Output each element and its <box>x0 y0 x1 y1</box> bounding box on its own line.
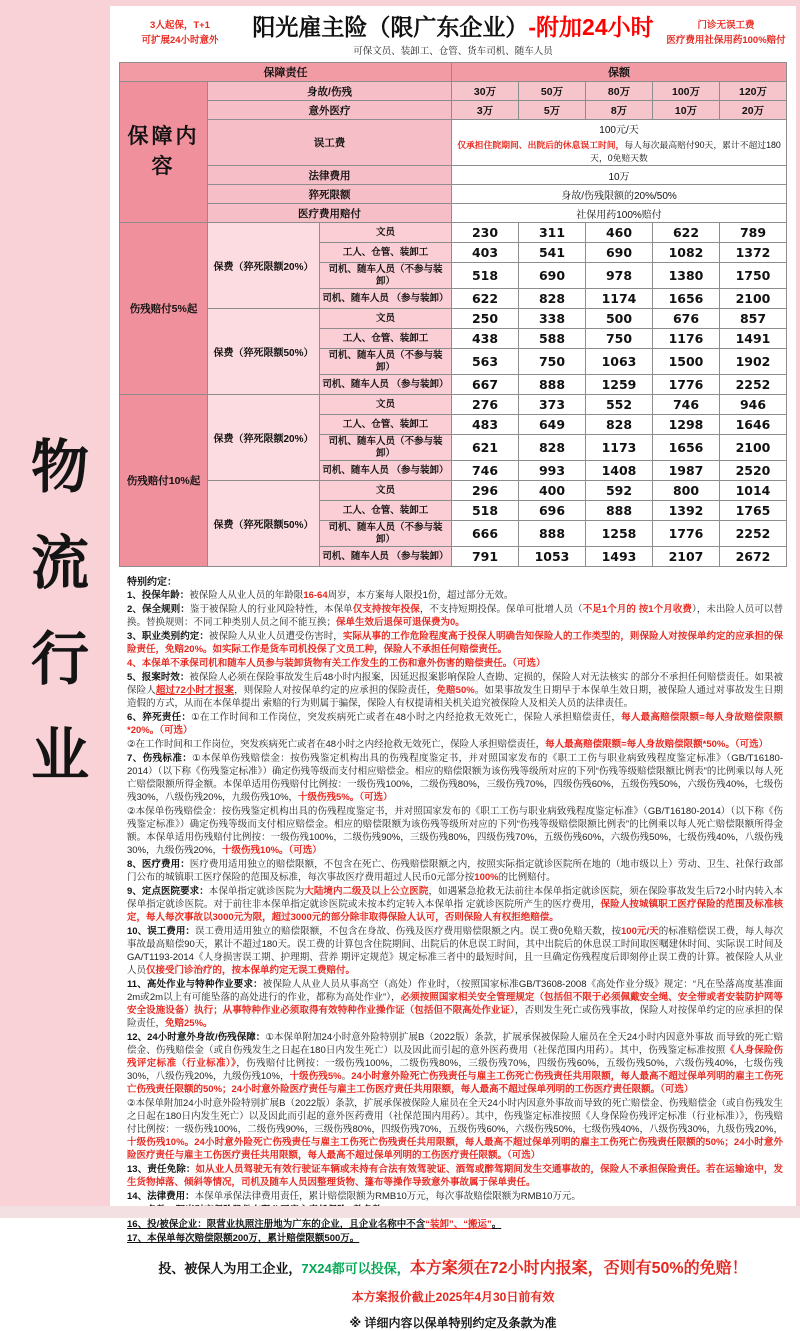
coverage-row-label: 猝死限额 <box>208 185 452 204</box>
provision-item: 3、职业类别约定：被保险人从业人员遭受伤害时，实际从事的工作危险程度高于投保人明确告知保险人的工作类型的，则保险人对按保单约定的应承担的保险责任，免赔20%。如实际工作是货车司机投保了文员工种，保险人不承担任何赔偿责任。 <box>127 631 783 655</box>
premium-value: 1493 <box>586 547 653 567</box>
premium-value: 1392 <box>653 501 720 521</box>
sum-option: 8万 <box>586 101 653 120</box>
premium-group-label: 保费（猝死限额50%） <box>208 309 320 395</box>
premium-value: 828 <box>586 415 653 435</box>
provision-item: ②本保单伤残赔偿金：按伤残鉴定机构出具的伤残程度鉴定书，并对照国家发布的《职工工伤与职业病致残程度鉴定标准》（GB/T16180-2014）（以下称《伤残鉴定标准》）确定伤残等级而支付相应赔偿金。相应的赔偿限额为该伤残等级所对应的下列“伤残等级赔偿限额比例表”的比例乘以每人死亡赔偿限额所得金额。本保单适用伤残赔付比例按：一级伤残100%，二级伤残90%，三级伤残80%，四级伤残70%，五级伤残60%，六级伤残50%，七级伤残40%，八级伤残30%，九级伤残20%，十级伤残10%。（可选） <box>127 806 783 856</box>
premium-value: 622 <box>452 289 519 309</box>
job-category-label: 司机、随车人员 （参与装卸） <box>320 461 452 481</box>
premium-value: 888 <box>586 501 653 521</box>
job-category-label: 司机、随车人员（不参与装卸） <box>320 435 452 461</box>
coverage-row-label: 身故/伤残 <box>208 82 452 101</box>
job-category-label: 工人、仓管、装卸工 <box>320 243 452 263</box>
premium-value: 2100 <box>720 435 787 461</box>
premium-value: 592 <box>586 481 653 501</box>
job-category-label: 司机、随车人员 （参与装卸） <box>320 375 452 395</box>
premium-value: 1014 <box>720 481 787 501</box>
provision-item: 11、高处作业与特种作业要求：被保险人从业人员从事高空（高处）作业时，（按照国家标准GB/T3608-2008《高处作业分级》规定：“凡在坠落高度基准面2m或2m以上有可能坠落的高处进行的作业，都称为高处作业”），必须按照国家相关安全管理规定（包括但不限于必须佩戴安全绳、安全带或者安装防护网等安全设施设备）执行；从事特种作业必须取得有效特种作业操作证（包括但不限高处作业证），否则发生死亡或伤残事故，保险人对按保单约定的应承担的保险责任，免赔25%。 <box>127 979 784 1029</box>
provision-item: 12、24小时意外身故/伤残保障：①本保单附加24小时意外险特别扩展B（2022版）条款，扩展承保被保险人雇员在全天24小时内因意外事故 而导致的死亡赔偿金、伤残赔偿金（或自伤残发生之日起在180日内发生死亡）以及因此而引起的意外医药费用（社保范围内用药）。其中，伤残鉴定标准按照《人身保险伤残评定标准（行业标准）》，伤残赔付比例按：一级伤残100%，二级伤残80%，三级伤残70%，四级伤残60%，五级伤残50%，六级伤残40%，七级伤残30%，八级伤残20%，九级伤残10%，十级伤残5%。24小时意外险死亡伤残责任与雇主工伤死亡伤残责任共用限额，每人最高不超过保单列明的雇主工伤死亡伤残责任限额的50%；24小时意外险医疗责任与雇主工伤医疗责任共用限额，每人最高不超过保单列明的工伤医疗责任限额。（可选） <box>127 1032 784 1095</box>
disability-threshold-label: 伤残赔付5%起 <box>120 223 208 395</box>
premium-value: 541 <box>519 243 586 263</box>
job-category-label: 司机、随车人员（不参与装卸） <box>320 521 452 547</box>
coverage-premium-table <box>119 62 787 567</box>
job-category-label: 文员 <box>320 395 452 415</box>
premium-value: 518 <box>452 263 519 289</box>
sum-option: 3万 <box>452 101 519 120</box>
premium-value: 946 <box>720 395 787 415</box>
premium-value: 1987 <box>653 461 720 481</box>
premium-value: 746 <box>653 395 720 415</box>
premium-value: 400 <box>519 481 586 501</box>
premium-value: 1646 <box>720 415 787 435</box>
premium-value: 230 <box>452 223 519 243</box>
no-worktime-fee-note: 门诊无误工费 <box>697 20 755 31</box>
provision-item: 16、投/被保企业：限营业执照注册地为广东的企业，且企业名称中不含“装卸”、“搬运”。 <box>127 1219 502 1230</box>
premium-value: 2252 <box>720 375 787 395</box>
special-provisions <box>127 573 783 1245</box>
footer-line-1: 投、被保人为用工企业，7X24都可以投保，本方案须在72小时内报案，否则有50%的免赔！ <box>158 1260 748 1277</box>
sum-option: 5万 <box>519 101 586 120</box>
coverage-row-value: 10万 <box>452 166 787 185</box>
premium-value: 1063 <box>586 349 653 375</box>
premium-group-label: 保费（猝死限额50%） <box>208 481 320 567</box>
provision-item: 6、猝死责任：①在工作时间和工作岗位，突发疾病死亡或者在48小时之内经抢救无效死亡，保险人承担赔偿责任，每人最高赔偿限额=每人身故赔偿限额*20%。（可选） <box>127 712 783 736</box>
page-subtitle: 可保文员、装卸工、仓管、货车司机、随车人员 <box>353 46 553 57</box>
provision-item: 13、责任免除：如从业人员驾驶无有效行驶证车辆或未持有合法有效驾驶证、酒驾或醉驾期间发生交通事故的，保险人不承担保险责任。若在运输途中，发生货物掉落、倾斜等情况，司机及随车人员因整理货物、篷布等操作导致意外事故属于保单责任。 <box>127 1164 783 1188</box>
premium-value: 373 <box>519 395 586 415</box>
coverage-row-value: 身故/伤残限额的20%/50% <box>452 185 787 204</box>
premium-value: 828 <box>519 435 586 461</box>
premium-value: 676 <box>653 309 720 329</box>
job-category-label: 司机、随车人员（不参与装卸） <box>320 349 452 375</box>
premium-value: 338 <box>519 309 586 329</box>
coverage-row-label: 医疗费用赔付 <box>208 204 452 223</box>
premium-value: 311 <box>519 223 586 243</box>
sum-insured-header: 保额 <box>452 63 787 82</box>
coverage-row-label: 误工费 <box>208 120 452 166</box>
premium-value: 1776 <box>653 375 720 395</box>
content-card <box>110 6 796 1330</box>
premium-value: 1380 <box>653 263 720 289</box>
sum-option: 80万 <box>586 82 653 101</box>
job-category-label: 工人、仓管、装卸工 <box>320 415 452 435</box>
premium-value: 789 <box>720 223 787 243</box>
title-addon-red: -附加24小时 <box>528 14 654 40</box>
premium-value: 483 <box>452 415 519 435</box>
premium-value: 1902 <box>720 349 787 375</box>
provision-item: 2、保全规则：鉴于被保险人的行业风险特性，本保单仅支持按年投保，不支持短期投保。保单可批增人员（不足1个月的 按1个月收费），未出险人员可以替换。替换规则：不同工种类别人员之间不能互换；保单生效后退保可退保费为0。 <box>127 604 783 628</box>
premium-value: 552 <box>586 395 653 415</box>
provision-item: 4、本保单不承保司机和随车人员参与装卸货物有关工作发生的工伤和意外伤害的赔偿责任。（可选） <box>127 658 546 669</box>
premium-value: 1372 <box>720 243 787 263</box>
premium-group-label: 保费（猝死限额20%） <box>208 395 320 481</box>
footer-line-2: 本方案报价截止2025年4月30日前有效 <box>351 1290 555 1304</box>
premium-value: 696 <box>519 501 586 521</box>
premium-value: 2107 <box>653 547 720 567</box>
premium-value: 518 <box>452 501 519 521</box>
premium-value: 1765 <box>720 501 787 521</box>
premium-value: 1776 <box>653 521 720 547</box>
provision-item: ②在工作时间和工作岗位，突发疾病死亡或者在48小时之内经抢救无效死亡，保险人承担赔偿责任，每人最高赔偿限额=每人身故赔偿限额*50%。（可选） <box>127 739 769 750</box>
premium-value: 666 <box>452 521 519 547</box>
sum-option: 50万 <box>519 82 586 101</box>
premium-value: 888 <box>519 521 586 547</box>
provision-item: 10、误工费用：误工费用适用独立的赔偿限额，不包含在身故、伤残及医疗费用赔偿限额之内。误工费0免赔天数，按100元/天的标准赔偿误工费，每人每次事故最高赔偿90天，累计不超过180天。误工费的计算包含住院期间、出院后的休息误工时间，其中出院后的休息误工时间取医嘱建休时间、实际误工时间及GA/T1193-2014《人身损害误工期、护理期、营养 期评定规范》规定标准三者中的最短时间，且一旦确定伤残程度后即刻停止误工费的计算。被保险人从业人员仅接受门诊治疗的，按本保单约定无误工费赔付。 <box>127 926 783 976</box>
premium-value: 2100 <box>720 289 787 309</box>
job-category-label: 司机、随车人员 （参与装卸） <box>320 547 452 567</box>
sum-option: 120万 <box>720 82 787 101</box>
premium-value: 500 <box>586 309 653 329</box>
bottom-strip <box>0 1206 800 1218</box>
provision-item: 9、定点医院要求：本保单指定就诊医院为大陆境内二级及以上公立医院，如遇紧急抢救无法前往本保单指定就诊医院，须在保险事故发生后72小时内转入本保单指定就诊医院。对于前往非本保单指定就诊医院或未按本约定转入本保单指 定就诊医院所产生的医疗费用，保险人按城镇职工医疗保险的范围及标准核定，每人每次事故以3000元为限，超过3000元的部分除非取得保险人认可，否则保险人有权拒绝赔偿。 <box>127 886 783 923</box>
provisions-title: 特别约定： <box>127 577 177 588</box>
premium-value: 800 <box>653 481 720 501</box>
provision-item: 14、法律费用：本保单承保法律费用责任，累计赔偿限额为RMB10万元，每次事故赔偿限额为RMB10万元。 <box>127 1191 581 1202</box>
premium-value: 621 <box>452 435 519 461</box>
job-category-label: 工人、仓管、装卸工 <box>320 329 452 349</box>
footer-notes <box>110 1259 796 1331</box>
provision-item: 8、医疗费用：医疗费用适用独立的赔偿限额，不包含在死亡、伤残赔偿限额之内，按照实际指定就诊医院所在地的（地市级以上）劳动、卫生、社保行政部门公布的城镇职工医疗保险的范围及标准，每次事故医疗费用超过人民币0元部分按100%的比例赔付。 <box>127 859 783 883</box>
sum-option: 20万 <box>720 101 787 120</box>
premium-value: 690 <box>519 263 586 289</box>
disability-threshold-label: 伤残赔付10%起 <box>120 395 208 567</box>
sum-option: 100万 <box>653 82 720 101</box>
premium-value: 250 <box>452 309 519 329</box>
premium-value: 622 <box>653 223 720 243</box>
provision-item: 1、投保年龄：被保险人从业人员的年龄限16-64周岁，本方案每人限投1份，超过部分无效。 <box>127 590 514 601</box>
premium-value: 1174 <box>586 289 653 309</box>
premium-value: 1053 <box>519 547 586 567</box>
premium-value: 978 <box>586 263 653 289</box>
premium-value: 2252 <box>720 521 787 547</box>
premium-value: 993 <box>519 461 586 481</box>
premium-value: 828 <box>519 289 586 309</box>
header-right-notes <box>662 14 790 48</box>
coverage-content-label: 保障内容 <box>120 82 208 223</box>
premium-value: 791 <box>452 547 519 567</box>
job-category-label: 司机、随车人员（不参与装卸） <box>320 263 452 289</box>
footer-line-3: ※ 详细内容以保单特别约定及条款为准 <box>349 1316 557 1330</box>
premium-value: 750 <box>519 349 586 375</box>
provision-item: 5、报案时效：被保险人必须在保险事故发生后48小时内报案，因延迟报案影响保险人查勘、定损的，保险人对无法核实 的部分不承担任何赔偿责任。如果被保险人超过72小时才报案，则保险人对按保单约定的应承担的保险责任，免赔50%。如果事故发生日期早于本保单生效日期，被保险人通过对事故发生日期造假的方式，从而在本保单提出 索赔的行为则属于骗保，保险人有权提请相关机关追究被保险人及相关人员的法律责任。 <box>127 672 783 709</box>
header-center <box>244 14 662 57</box>
min-persons-note: 3人起保，T+1 <box>150 20 210 31</box>
premium-value: 403 <box>452 243 519 263</box>
premium-value: 1491 <box>720 329 787 349</box>
premium-value: 1298 <box>653 415 720 435</box>
provisions-list <box>127 589 783 1245</box>
premium-value: 690 <box>586 243 653 263</box>
premium-value: 1408 <box>586 461 653 481</box>
premium-value: 2520 <box>720 461 787 481</box>
premium-value: 1259 <box>586 375 653 395</box>
coverage-row-value: 100元/天 仅承担住院期间、出院后的休息误工时间，每人每次最高赔付90天，累计不超过180天，0免赔天数 <box>452 120 787 166</box>
extend-24h-note: 可扩展24小时意外 <box>141 35 219 46</box>
premium-value: 1750 <box>720 263 787 289</box>
coverage-row-label: 法律费用 <box>208 166 452 185</box>
job-category-label: 文员 <box>320 223 452 243</box>
premium-value: 750 <box>586 329 653 349</box>
medical-100-note: 医疗费用社保用药100%赔付 <box>666 35 786 46</box>
header-left-notes <box>116 14 244 48</box>
premium-value: 857 <box>720 309 787 329</box>
coverage-row-value: 社保用药100%赔付 <box>452 204 787 223</box>
premium-value: 438 <box>452 329 519 349</box>
sum-option: 10万 <box>653 101 720 120</box>
coverage-row-label: 意外医疗 <box>208 101 452 120</box>
premium-value: 460 <box>586 223 653 243</box>
premium-value: 649 <box>519 415 586 435</box>
premium-value: 667 <box>452 375 519 395</box>
header <box>110 6 796 57</box>
provision-item: ②本保单附加24小时意外险特别扩展B（2022版）条款，扩展承保被保险人雇员在全天24小时内因意外事故而导致的死亡赔偿金、伤残赔偿金（或自伤残发生之日起在180日内发生死亡）以及因此而引起的意外医药费用（社保范围内用药）。其中，伤残鉴定标准按照《人身保险伤残评定标准（行业标准）》，伤残赔付比例按：一级伤残100%，二级伤残90%，三级伤残80%，四级伤残70%，五级伤残60%，六级伤残50%，七级伤残40%，八级伤残30%，九级伤残20%，十级伤残10%。24小时意外险死亡伤残责任与雇主工伤死亡伤残责任共用限额，每人最高不超过保单列明的雇主工伤死亡伤残责任限额的50%；24小时意外险医疗责任与雇主工伤医疗责任共用限额，每人最高不超过保单列明的工伤医疗责任限额。（可选） <box>127 1098 783 1161</box>
job-category-label: 文员 <box>320 481 452 501</box>
premium-value: 1082 <box>653 243 720 263</box>
premium-value: 888 <box>519 375 586 395</box>
premium-value: 746 <box>452 461 519 481</box>
premium-value: 1656 <box>653 289 720 309</box>
premium-value: 276 <box>452 395 519 415</box>
premium-group-label: 保费（猝死限额20%） <box>208 223 320 309</box>
premium-value: 588 <box>519 329 586 349</box>
premium-value: 563 <box>452 349 519 375</box>
premium-value: 1176 <box>653 329 720 349</box>
job-category-label: 司机、随车人员 （参与装卸） <box>320 289 452 309</box>
sum-option: 30万 <box>452 82 519 101</box>
industry-vertical-label: 物流行业 <box>22 436 87 820</box>
coverage-duty-header: 保障责任 <box>120 63 452 82</box>
page-title: 阳光雇主险（限广东企业）-附加24小时 <box>252 14 654 40</box>
premium-value: 1173 <box>586 435 653 461</box>
job-category-label: 文员 <box>320 309 452 329</box>
provision-item: 7、伤残标准：①本保单伤残赔偿金：按伤残鉴定机构出具的伤残程度鉴定书，并对照国家发布的《职工工伤与职业病致残程度鉴定标准》（GB/T16180-2014）（以下称《伤残鉴定标准》）确定伤残等级而支付相应赔偿金。相应的赔偿限额为该伤残等级所对应的下列“伤残等级赔偿限额比例表”的比例乘以每人死亡赔偿限额所得金额。本保单适用伤残赔付比例按：一级伤残100%，二级伤残80%，三级伤残70%，四级伤残60%，五级伤残50%，六级伤残40%，七级伤残30%，八级伤残20%，九级伤残10%，十级伤残5%。（可选） <box>127 753 783 803</box>
premium-value: 2672 <box>720 547 787 567</box>
premium-value: 1656 <box>653 435 720 461</box>
premium-value: 1500 <box>653 349 720 375</box>
premium-value: 1258 <box>586 521 653 547</box>
job-category-label: 工人、仓管、装卸工 <box>320 501 452 521</box>
provision-item: 17、本保单每次赔偿限额200万，累计赔偿限额500万。 <box>127 1233 360 1244</box>
premium-value: 296 <box>452 481 519 501</box>
